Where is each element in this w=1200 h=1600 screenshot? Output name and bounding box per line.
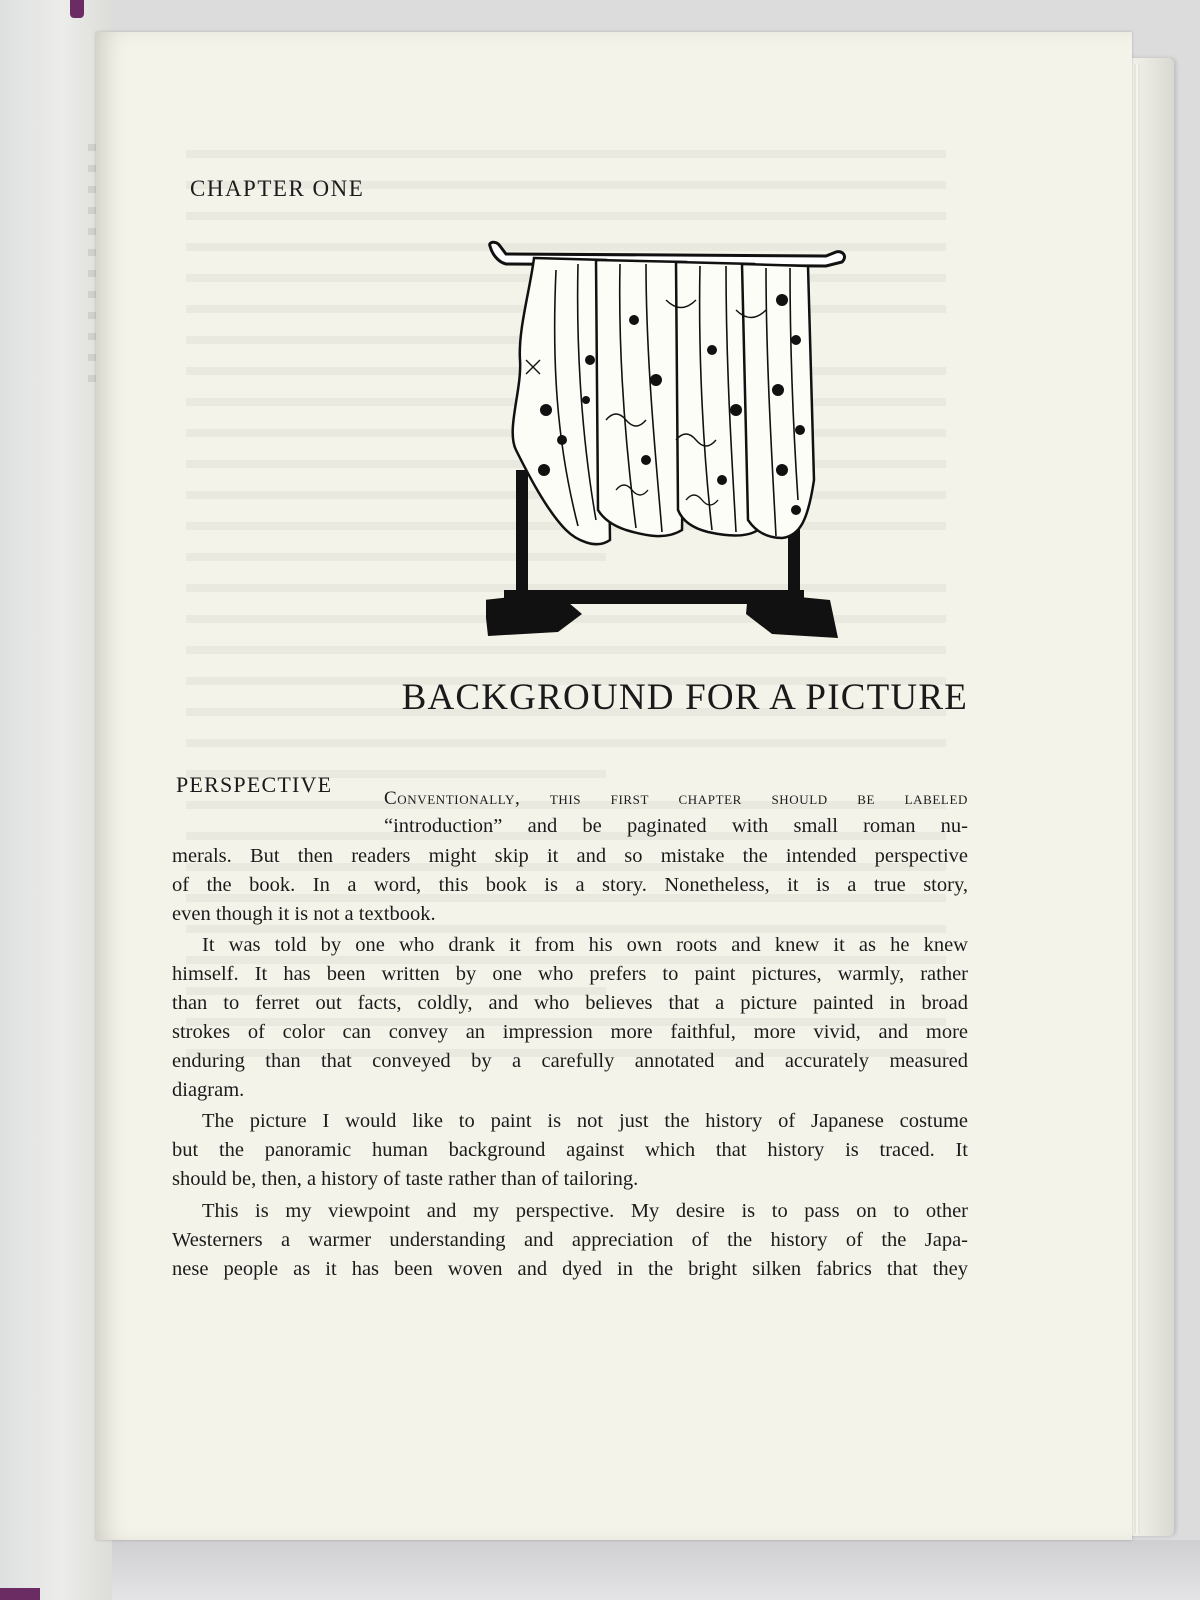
body-line: than to ferret out facts, coldly, and who believes that a picture painted in broad — [172, 992, 968, 1014]
body-line: It was told by one who drank it from his own roots and knew it as he knew — [202, 934, 968, 956]
bookmark-ribbon — [70, 0, 84, 18]
body-line: “introduction” and be paginated with small roman nu- — [384, 815, 968, 837]
body-line: enduring than that conveyed by a carefully annotated and accurately measured — [172, 1050, 968, 1072]
section-heading: PERSPECTIVE — [176, 772, 333, 797]
body-line: The picture I would like to paint is not just the history of Japanese costume — [202, 1110, 968, 1132]
desk-surface — [0, 1540, 1200, 1600]
body-line: merals. But then readers might skip it and so mistake the intended perspective — [172, 845, 968, 867]
chapter-label: CHAPTER ONE — [190, 176, 365, 201]
body-line: Conventionally, this first chapter should be labeled — [384, 788, 968, 809]
body-line: but the panoramic human background against which that history is traced. It — [172, 1139, 968, 1161]
body-line: even though it is not a textbook. — [172, 903, 436, 925]
chapter-title: BACKGROUND FOR A PICTURE — [401, 677, 968, 718]
body-line: strokes of color can convey an impression more faithful, more vivid, and more — [172, 1021, 968, 1043]
kimono-rack-illustration — [486, 240, 854, 658]
body-line: of the book. In a word, this book is a story. Nonetheless, it is a true story, — [172, 874, 968, 896]
body-line: should be, then, a history of taste rather than of tailoring. — [172, 1168, 639, 1190]
body-line: diagram. — [172, 1079, 245, 1101]
body-line: nese people as it has been woven and dyed in the bright silken fabrics that they — [172, 1258, 968, 1280]
binding-edge — [0, 1588, 40, 1600]
body-line: This is my viewpoint and my perspective. My desire is to pass on to other — [202, 1200, 968, 1222]
body-line: Westerners a warmer understanding and appreciation of the history of the Japa- — [172, 1229, 968, 1251]
body-line: himself. It has been written by one who prefers to paint pictures, warmly, rather — [172, 963, 968, 985]
